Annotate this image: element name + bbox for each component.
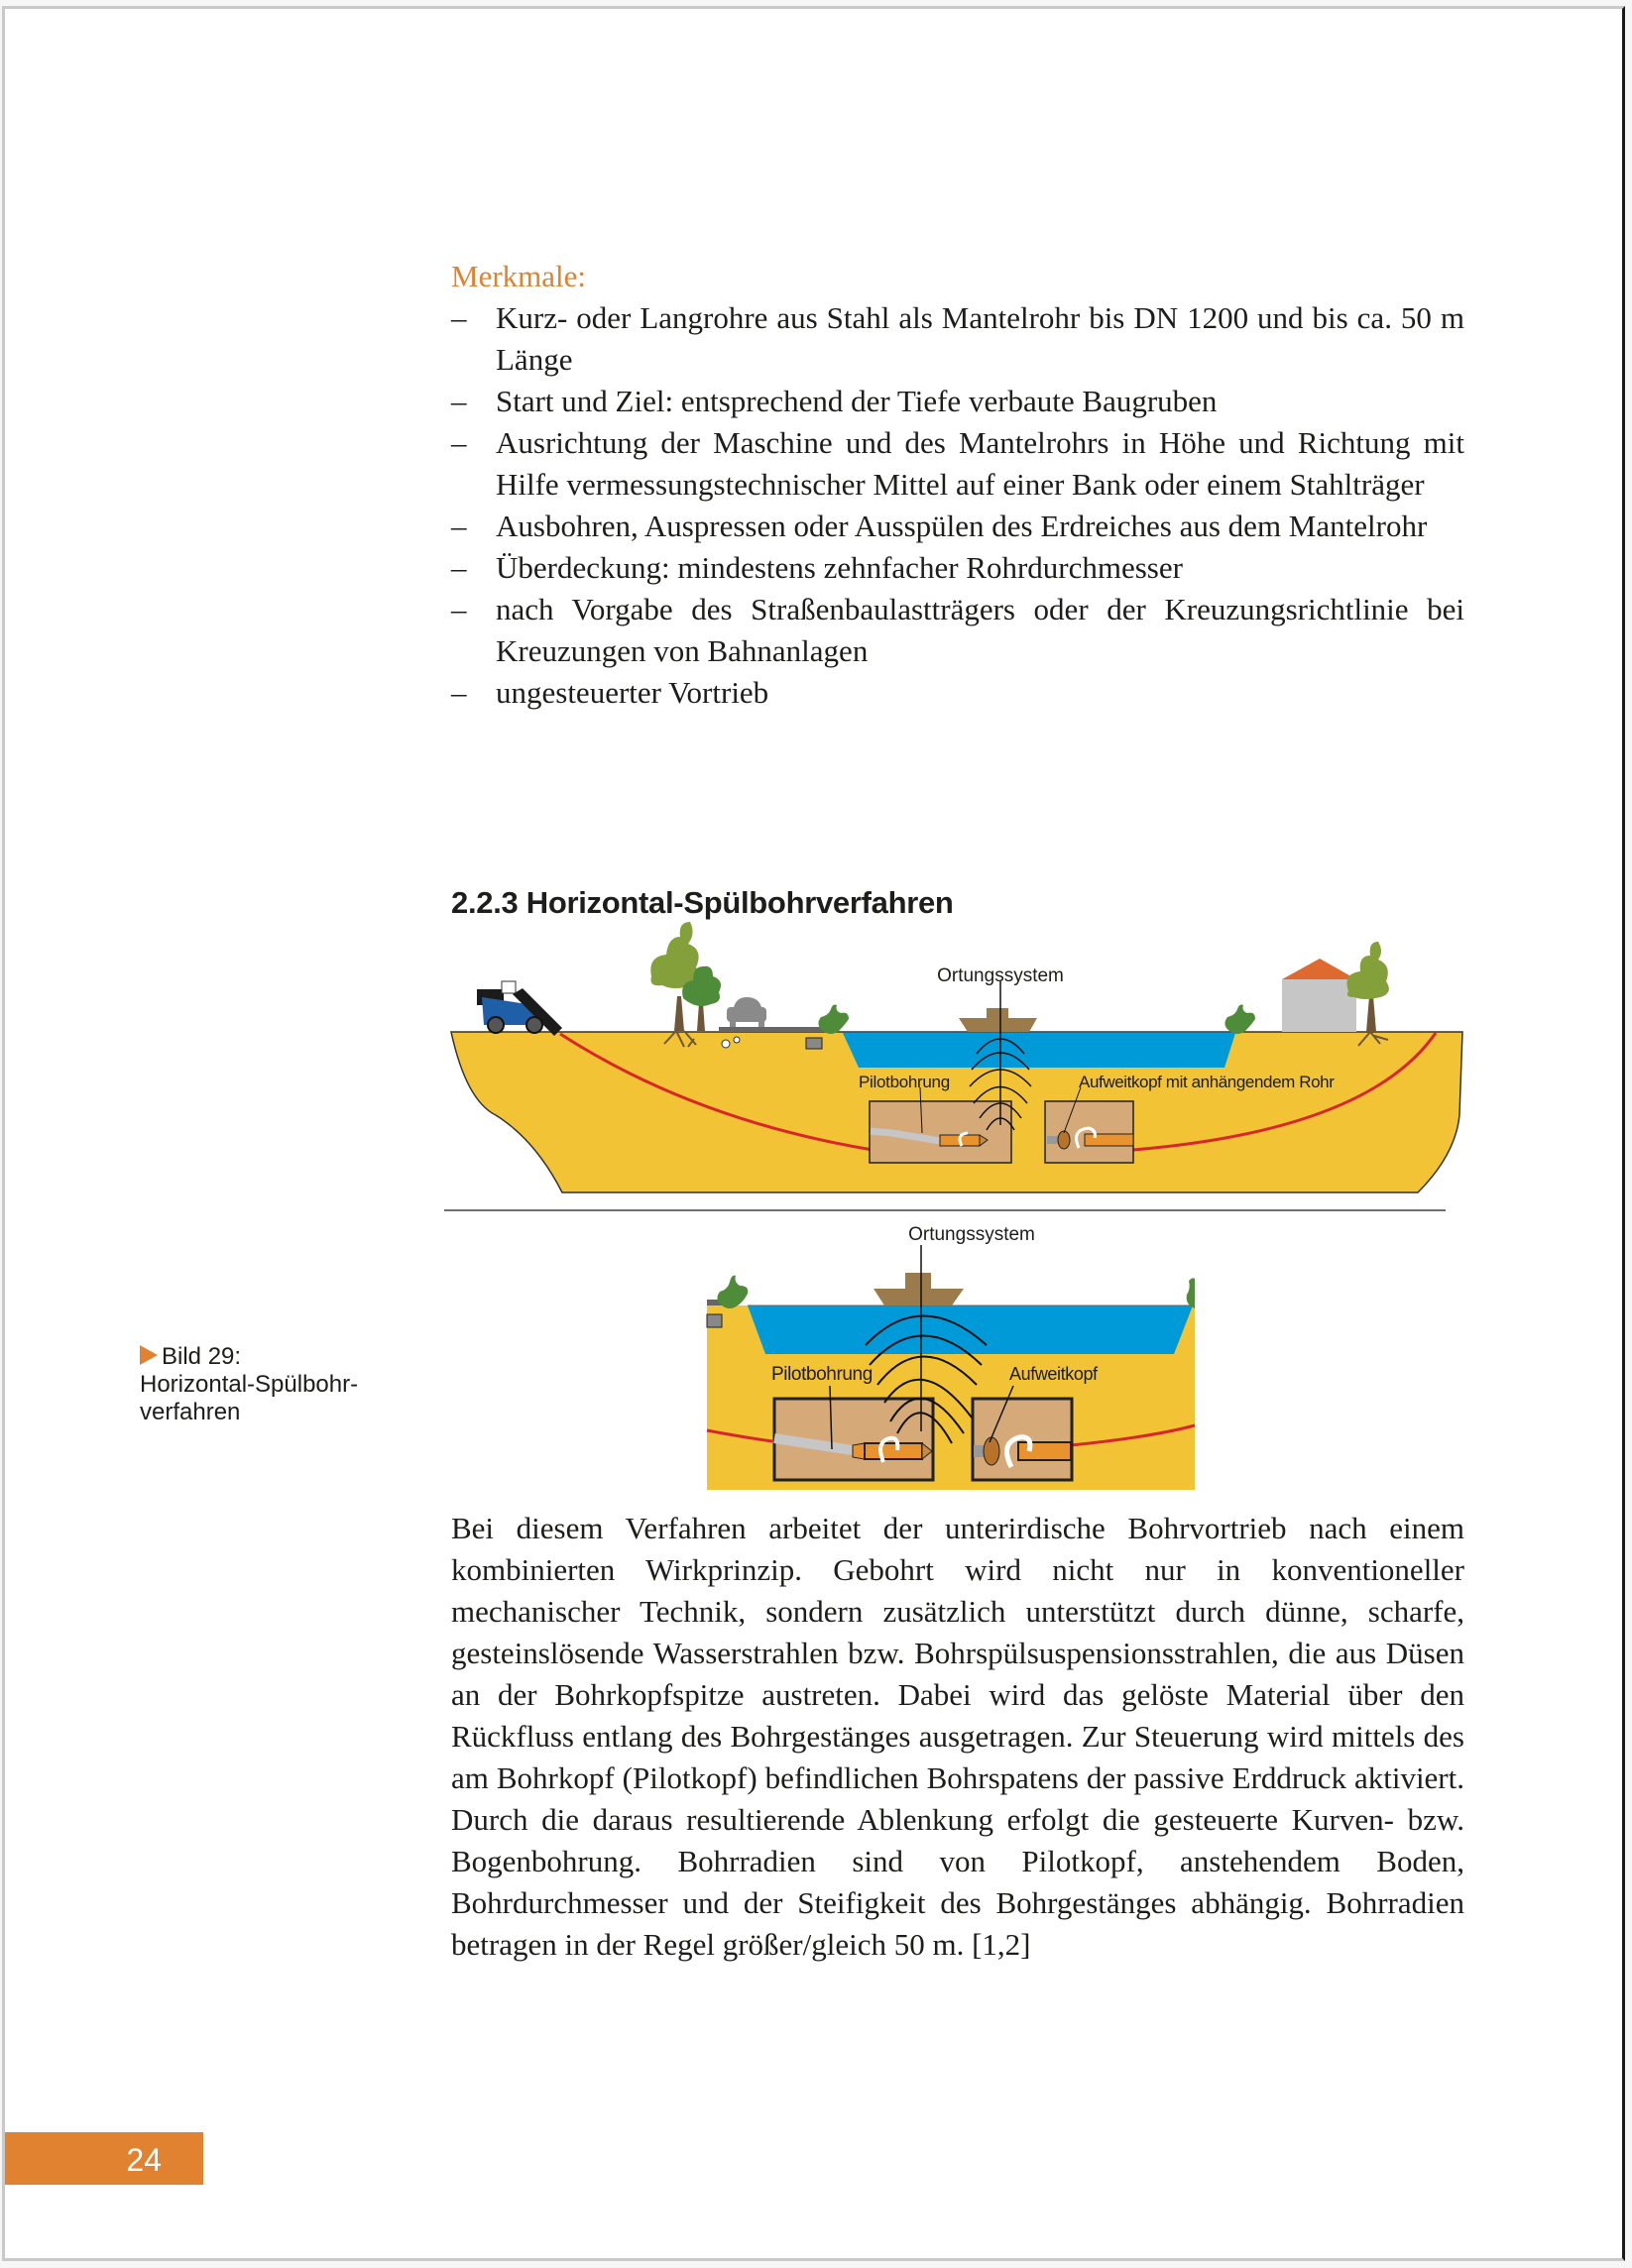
diagram-overview [451, 922, 1462, 1192]
body-paragraph: Bei diesem Verfahren arbeitet der unterirdische Bohrvortrieb nach einem kombinierten Wirkprinzip. Gebohrt wird nicht nur in konventioneller mechanischer Technik, sondern zusätzlich unterstützt durch dünne, scharfe, gesteinslösende Wasserstrahlen bzw. Bohrspülsuspensionsstrahlen, die aus Düsen an der Bohrkopfspitze austreten. Dabei wird das gelöste Material über den Rückfluss entlang des Bohrgestänges ausgetragen. Zur Steuerung wird mittels des am Bohrkopf (Pilotkopf) befindlichen Bohrspatens der passive Erddruck aktiviert. Durch die daraus resultierende Ablenkung erfolgt die gesteuerte Kurven- bzw. Bogenbohrung. Bohrradien sind von Pilotkopf, anstehendem Boden, Bohrdurchmesser und der Steifigkeit des Bohrgestänges abhängig. Bohrradien betragen in der Regel größer/gleich 50 m. [1,2] [451, 1511, 1464, 1962]
water-body [843, 1033, 1235, 1068]
label-locating-system: Ortungssystem [908, 1224, 1035, 1245]
diagram-separator [444, 1209, 1446, 1211]
label-pilot-bore: Pilotbohrung [771, 1364, 873, 1385]
bush-icon [717, 1276, 748, 1308]
list-item: – Ausbohren, Auspressen oder Ausspülen des Erdreiches aus dem Mantelrohr [451, 506, 1464, 547]
list-item: – Start und Ziel: entsprechend der Tiefe verbaute Baugruben [451, 381, 1464, 422]
dash-bullet: – [451, 300, 467, 335]
caption-label: Bild 29: [162, 1343, 242, 1370]
bush-icon [1187, 1278, 1195, 1308]
page-number-band [5, 2132, 203, 2185]
house-icon [1282, 959, 1356, 1032]
ship-hull [959, 1018, 1037, 1032]
dash-bullet: – [451, 425, 467, 460]
manhole-icon [806, 1038, 822, 1049]
diagram-detail [707, 1224, 1195, 1490]
list-item: – Kurz- oder Langrohre aus Stahl als Mantelrohr bis DN 1200 und bis ca. 50 m Länge [451, 297, 1464, 381]
dash-bullet: – [451, 675, 467, 710]
list-item: – Ausrichtung der Maschine und des Mantelrohrs in Höhe und Richtung mit Hilfe vermessungstechnischer Mittel auf einer Bank oder einem Stahlträger [451, 422, 1464, 506]
tree-icon [650, 922, 721, 1047]
road [719, 1027, 828, 1032]
list-item: – Überdeckung: mindestens zehnfacher Rohrdurchmesser [451, 547, 1464, 589]
list-item: – nach Vorgabe des Straßenbaulastträgers oder der Kreuzungsrichtlinie bei Kreuzungen von Bahnanlagen [451, 589, 1464, 672]
section-heading: 2.2.3 Horizontal-Spülbohrverfahren [451, 885, 954, 920]
reamer-head [1058, 1131, 1070, 1149]
caption-text-line-2: verfahren [140, 1399, 241, 1425]
caption-text-line-1: Horizontal-Spülbohr- [140, 1371, 359, 1398]
pilot-drill-head [865, 1443, 922, 1459]
label-locating-system: Ortungssystem [937, 965, 1064, 986]
label-reamer: Aufweitkopf [1009, 1364, 1098, 1384]
dash-bullet: – [451, 384, 467, 418]
page-number: 24 [126, 2142, 162, 2178]
ship-cabin [987, 1008, 1008, 1018]
label-pilot-bore: Pilotbohrung [859, 1073, 950, 1091]
bush-icon [1224, 1005, 1255, 1035]
bush-icon [818, 1005, 849, 1035]
car-icon [727, 997, 766, 1027]
reamer-head [984, 1437, 999, 1465]
dash-bullet: – [451, 509, 467, 543]
list-item: – ungesteuerter Vortrieb [451, 672, 1464, 714]
water-body [748, 1305, 1193, 1354]
ship-cabin [905, 1273, 931, 1289]
label-reamer: Aufweitkopf mit anhängendem Rohr [1079, 1073, 1335, 1091]
reamer-pit [1045, 1101, 1133, 1163]
merkmale-heading: Merkmale: [451, 259, 587, 293]
drilling-rig-icon [477, 981, 562, 1036]
manhole-icon [707, 1314, 722, 1327]
ship-hull [874, 1289, 964, 1305]
dash-bullet: – [451, 592, 467, 626]
dash-bullet: – [451, 550, 467, 585]
